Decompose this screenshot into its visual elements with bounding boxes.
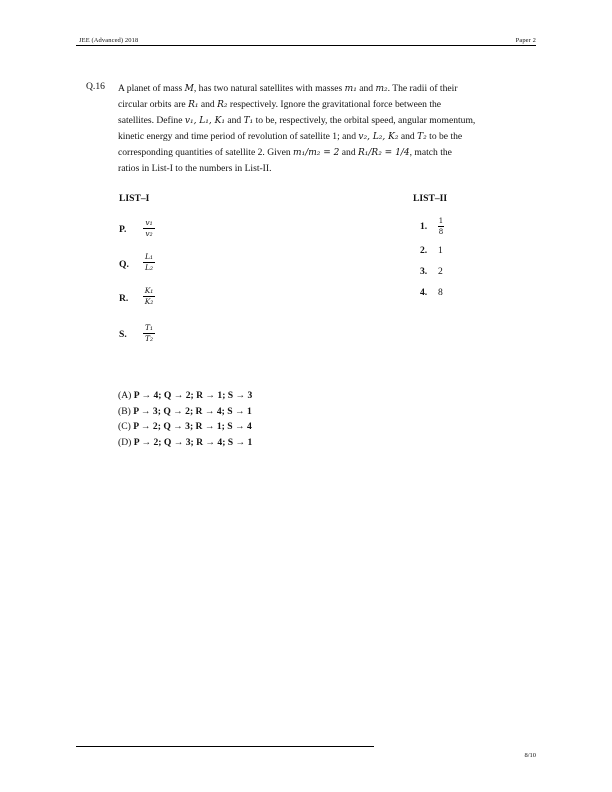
option-b: (B) P → 3; Q → 2; R → 4; S → 1 (118, 406, 252, 417)
exam-title: JEE (Advanced) 2018 (79, 37, 139, 44)
list-2-label-4: 4. (420, 287, 428, 298)
list-2-heading: LIST–II (413, 193, 448, 204)
option-a: (A) P → 4; Q → 2; R → 1; S → 3 (118, 390, 253, 401)
list-2-value-2: 1 (438, 245, 443, 256)
header-rule (76, 45, 536, 46)
question-number: Q.16 (86, 81, 105, 92)
question-text (118, 81, 534, 177)
list-2-label-3: 3. (420, 266, 428, 277)
question-line-2: circular orbits are R₁ and R₂ respectively. Ignore the gravitational force between the (118, 99, 442, 110)
question-line-6: ratios in List-I to the numbers in List-II. (118, 163, 272, 174)
question-line-1: A planet of mass M, has two natural satellites with masses m₁ and m₂. The radii of their (118, 83, 458, 94)
list-1-ratio-r: K₁ K₂ (144, 286, 154, 306)
list-1-heading: LIST–I (119, 193, 150, 204)
list-1-label-r: R. (119, 293, 129, 304)
question-line-5: corresponding quantities of satellite 2. Given m₁/m₂ = 2 and R₁/R₂ = 1/4, match the (118, 147, 452, 158)
question-line-4: kinetic energy and time period of revolution of satellite 1; and v₂, L₂, K₂ and T₂ to be the (118, 131, 463, 142)
page-number: 8/10 (524, 752, 536, 759)
list-2-value-3: 2 (438, 266, 443, 277)
option-c: (C) P → 2; Q → 3; R → 1; S → 4 (118, 421, 252, 432)
list-1-label-s: S. (119, 329, 127, 340)
list-2-value-1: 1 8 (438, 217, 444, 236)
list-2-label-2: 2. (420, 245, 428, 256)
list-1-label-p: P. (119, 224, 127, 235)
list-1-ratio-p: v₁ v₂ (143, 218, 155, 239)
list-2-value-4: 8 (438, 287, 443, 298)
option-d: (D) P → 2; Q → 3; R → 4; S → 1 (118, 437, 253, 448)
footer-rule (76, 746, 374, 747)
list-1-label-q: Q. (119, 259, 129, 270)
list-2-label-1: 1. (420, 221, 428, 232)
paper-label: Paper 2 (515, 37, 536, 44)
list-1-ratio-s: T₁ T₂ (144, 323, 153, 343)
question-line-3: satellites. Define v₁, L₁, K₁ and T₁ to be, respectively, the orbital speed, angular momentum, (118, 115, 476, 126)
list-1-ratio-q: L₁ L₂ (145, 252, 153, 272)
